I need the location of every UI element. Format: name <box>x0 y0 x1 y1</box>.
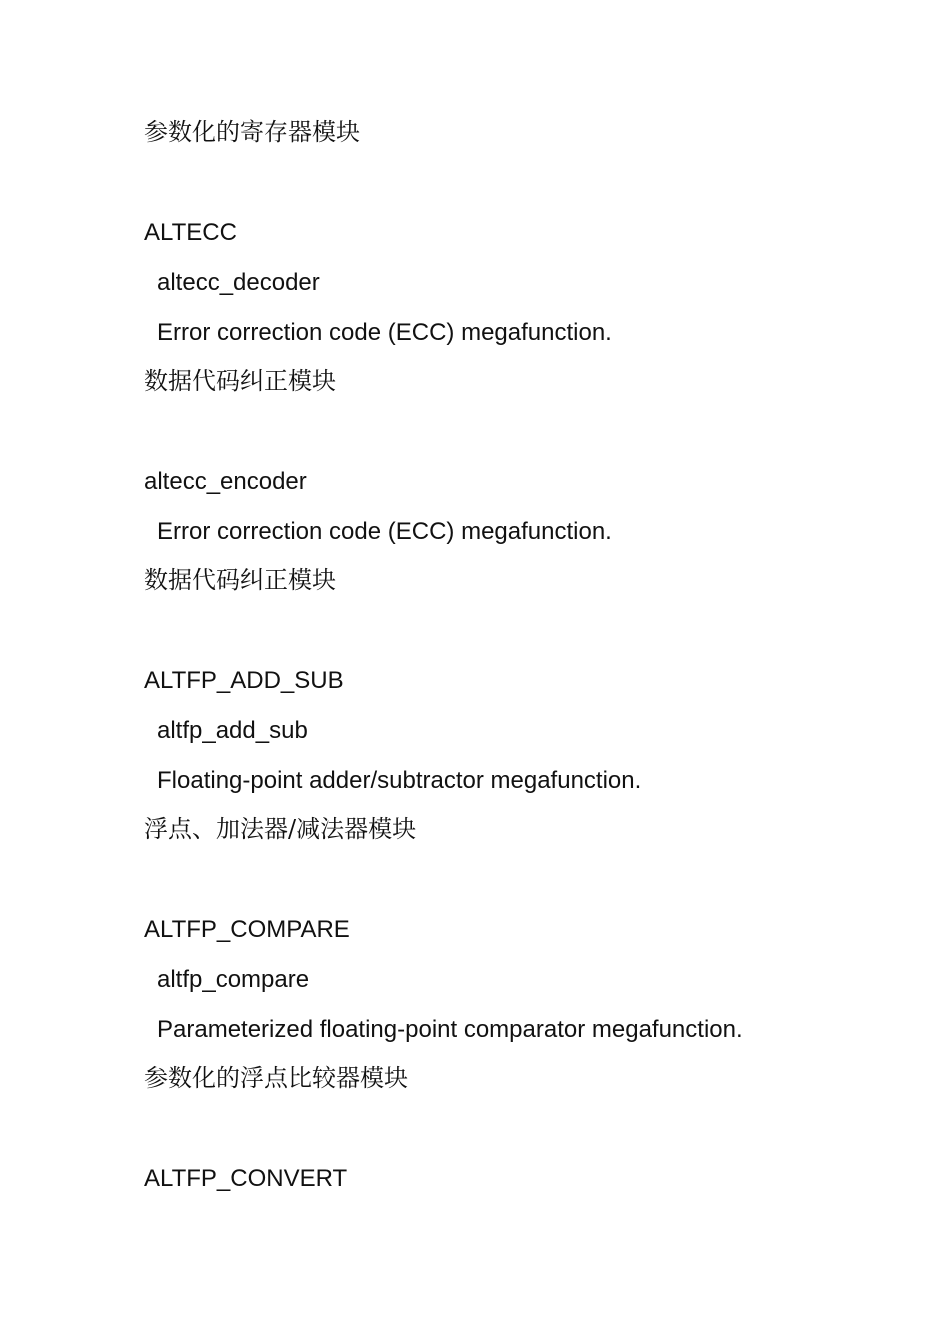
chinese-translation: 数据代码纠正模块 <box>144 367 336 395</box>
section-heading-altecc: ALTECC <box>144 219 237 246</box>
megafunction-description: Error correction code (ECC) megafunction. <box>157 319 612 346</box>
megafunction-name: altfp_compare <box>157 966 310 993</box>
megafunction-name: altecc_decoder <box>157 269 320 296</box>
intro-text: 参数化的寄存器模块 <box>144 118 360 146</box>
megafunction-description: Error correction code (ECC) megafunction. <box>157 518 612 545</box>
chinese-translation: 数据代码纠正模块 <box>144 566 336 594</box>
chinese-translation: 浮点、加法器/减法器模块 <box>144 815 417 843</box>
megafunction-description: Parameterized floating-point comparator megafunction. <box>157 1016 743 1043</box>
megafunction-name: altecc_encoder <box>144 468 307 495</box>
section-heading-altfp-add-sub: ALTFP_ADD_SUB <box>144 667 344 694</box>
section-heading-altfp-convert: ALTFP_CONVERT <box>144 1165 348 1192</box>
chinese-translation: 参数化的浮点比较器模块 <box>144 1064 408 1092</box>
megafunction-description: Floating-point adder/subtractor megafunction. <box>157 767 642 794</box>
megafunction-name: altfp_add_sub <box>157 717 308 744</box>
section-heading-altfp-compare: ALTFP_COMPARE <box>144 916 350 943</box>
